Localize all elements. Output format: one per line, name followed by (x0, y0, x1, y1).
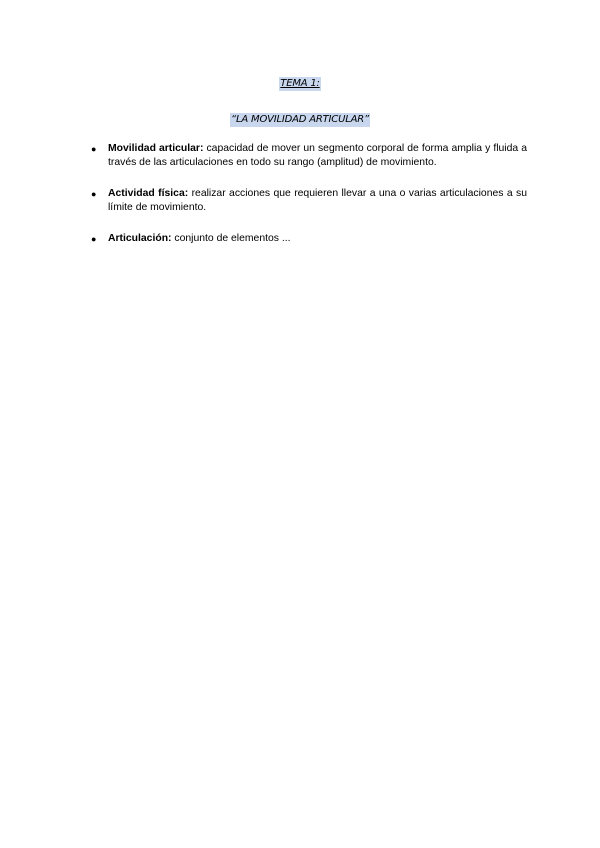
topic-title (279, 77, 320, 91)
item-text: conjunto de elementos ... (174, 233, 291, 244)
bullet-icon: ● (91, 189, 97, 199)
item-text: capacidad de mover un segmento corporal de forma amplia y fluida a través de las articulaciones en todo su rango (amplitud) de movimiento. (108, 143, 527, 168)
subtitle: “LA MOVILIDAD ARTICULAR” (231, 114, 369, 125)
topic-title-wrap (0, 73, 600, 91)
bullet-icon: ● (91, 144, 97, 154)
item-term: Actividad física: (108, 188, 192, 199)
list-item (91, 187, 527, 215)
list-item (91, 142, 527, 170)
item-term: Articulación: (108, 233, 175, 244)
item-text: realizar acciones que requieren llevar a una o varias articulaciones a su límite de movimiento. (108, 188, 527, 213)
subtitle-wrap (0, 109, 600, 127)
list-item (91, 232, 527, 246)
item-term: Movilidad articular: (108, 143, 207, 154)
definition-list (91, 142, 527, 263)
bullet-icon: ● (91, 234, 97, 244)
topic-title-text: TEMA 1: (280, 78, 320, 89)
